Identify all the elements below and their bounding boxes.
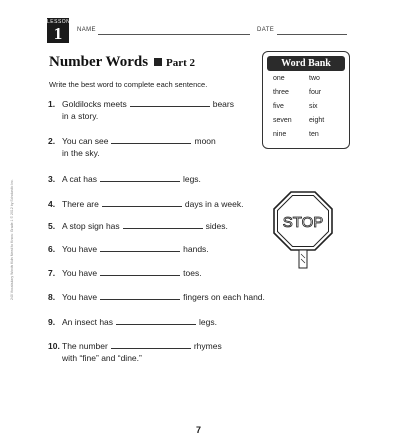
question-item <box>48 315 217 328</box>
question-item <box>48 266 202 279</box>
word-bank <box>262 51 350 149</box>
word-bank-word: seven <box>273 117 292 124</box>
lesson-label: LESSON <box>47 19 71 25</box>
page-number: 7 <box>196 425 202 435</box>
question-text-before: You have <box>62 268 98 278</box>
question-text-after: bears <box>212 99 234 109</box>
question-text-before: There are <box>62 199 99 209</box>
question-item <box>48 197 243 210</box>
question-item <box>48 97 234 122</box>
title-part: Part 2 <box>166 57 196 69</box>
question-item <box>48 172 201 185</box>
answer-blank[interactable] <box>100 290 180 300</box>
lesson-badge <box>47 18 69 43</box>
question-text-before: You can see <box>62 136 109 146</box>
word-bank-word: one <box>273 75 285 82</box>
answer-blank[interactable] <box>100 266 180 276</box>
question-text-before: A stop sign has <box>62 221 120 231</box>
question-number: 1. <box>48 99 56 109</box>
question-number: 3. <box>48 174 56 184</box>
word-bank-word: three <box>273 89 289 96</box>
question-item <box>48 134 216 159</box>
question-text-after: fingers on each hand. <box>183 292 265 302</box>
question-text-after: days in a week. <box>184 199 244 209</box>
answer-blank[interactable] <box>102 197 182 207</box>
answer-blank[interactable] <box>100 172 180 182</box>
question-text-before: The number <box>62 341 108 351</box>
question-text-continued: in the sky. <box>62 148 100 158</box>
question-text-after: toes. <box>183 268 202 278</box>
question-text-after: moon <box>194 136 216 146</box>
date-label: DATE <box>257 27 275 33</box>
word-bank-word: nine <box>273 131 287 138</box>
question-text-after: sides. <box>205 221 228 231</box>
word-bank-word: ten <box>309 131 319 138</box>
question-number: 8. <box>48 292 56 302</box>
question-text-after: rhymes <box>193 341 222 351</box>
answer-blank[interactable] <box>130 97 210 107</box>
question-number: 6. <box>48 244 56 254</box>
answer-blank[interactable] <box>123 219 203 229</box>
question-item <box>48 242 209 255</box>
word-bank-word: eight <box>309 117 325 124</box>
question-text-before: A cat has <box>62 174 97 184</box>
question-text-before: You have <box>62 244 98 254</box>
question-item <box>48 290 265 303</box>
question-item <box>48 219 228 232</box>
question-text-before: You have <box>62 292 98 302</box>
instructions: Write the best word to complete each sentence. <box>49 80 208 89</box>
name-line <box>98 34 250 35</box>
question-text-continued: with “fine” and “dine.” <box>62 353 142 363</box>
word-bank-heading: Word Bank <box>267 56 345 71</box>
question-text-before: An insect has <box>62 317 114 327</box>
question-number: 7. <box>48 268 56 278</box>
word-bank-word: two <box>309 75 320 82</box>
answer-blank[interactable] <box>116 315 196 325</box>
question-item <box>48 339 222 364</box>
question-text-before: Goldilocks meets <box>62 99 127 109</box>
word-bank-word: four <box>309 89 322 96</box>
question-text-continued: in a story. <box>62 111 99 121</box>
page-title <box>49 54 195 71</box>
question-text-after: hands. <box>183 244 209 254</box>
question-number: 5. <box>48 221 56 231</box>
word-bank-word: six <box>309 103 318 110</box>
title-main: Number Words <box>49 54 149 70</box>
answer-blank[interactable] <box>100 242 180 252</box>
question-number: 4. <box>48 199 56 209</box>
stop-sign-icon <box>272 190 334 270</box>
question-text-after: legs. <box>182 174 201 184</box>
side-credit: 240 Vocabulary Words Kids Need to Know: Grade 1 © 2012 by Scholastic Inc. <box>10 179 14 300</box>
lesson-number: 1 <box>53 24 63 43</box>
question-number: 10. <box>48 341 60 351</box>
question-number: 2. <box>48 136 56 146</box>
date-line <box>277 34 347 35</box>
answer-blank[interactable] <box>111 339 191 349</box>
question-text-after: legs. <box>199 317 217 327</box>
word-bank-word: five <box>273 103 284 110</box>
stop-sign-text: STOP <box>282 214 324 231</box>
question-number: 9. <box>48 317 56 327</box>
title-square-icon <box>154 58 162 66</box>
answer-blank[interactable] <box>111 134 191 144</box>
name-label: NAME <box>77 27 96 33</box>
